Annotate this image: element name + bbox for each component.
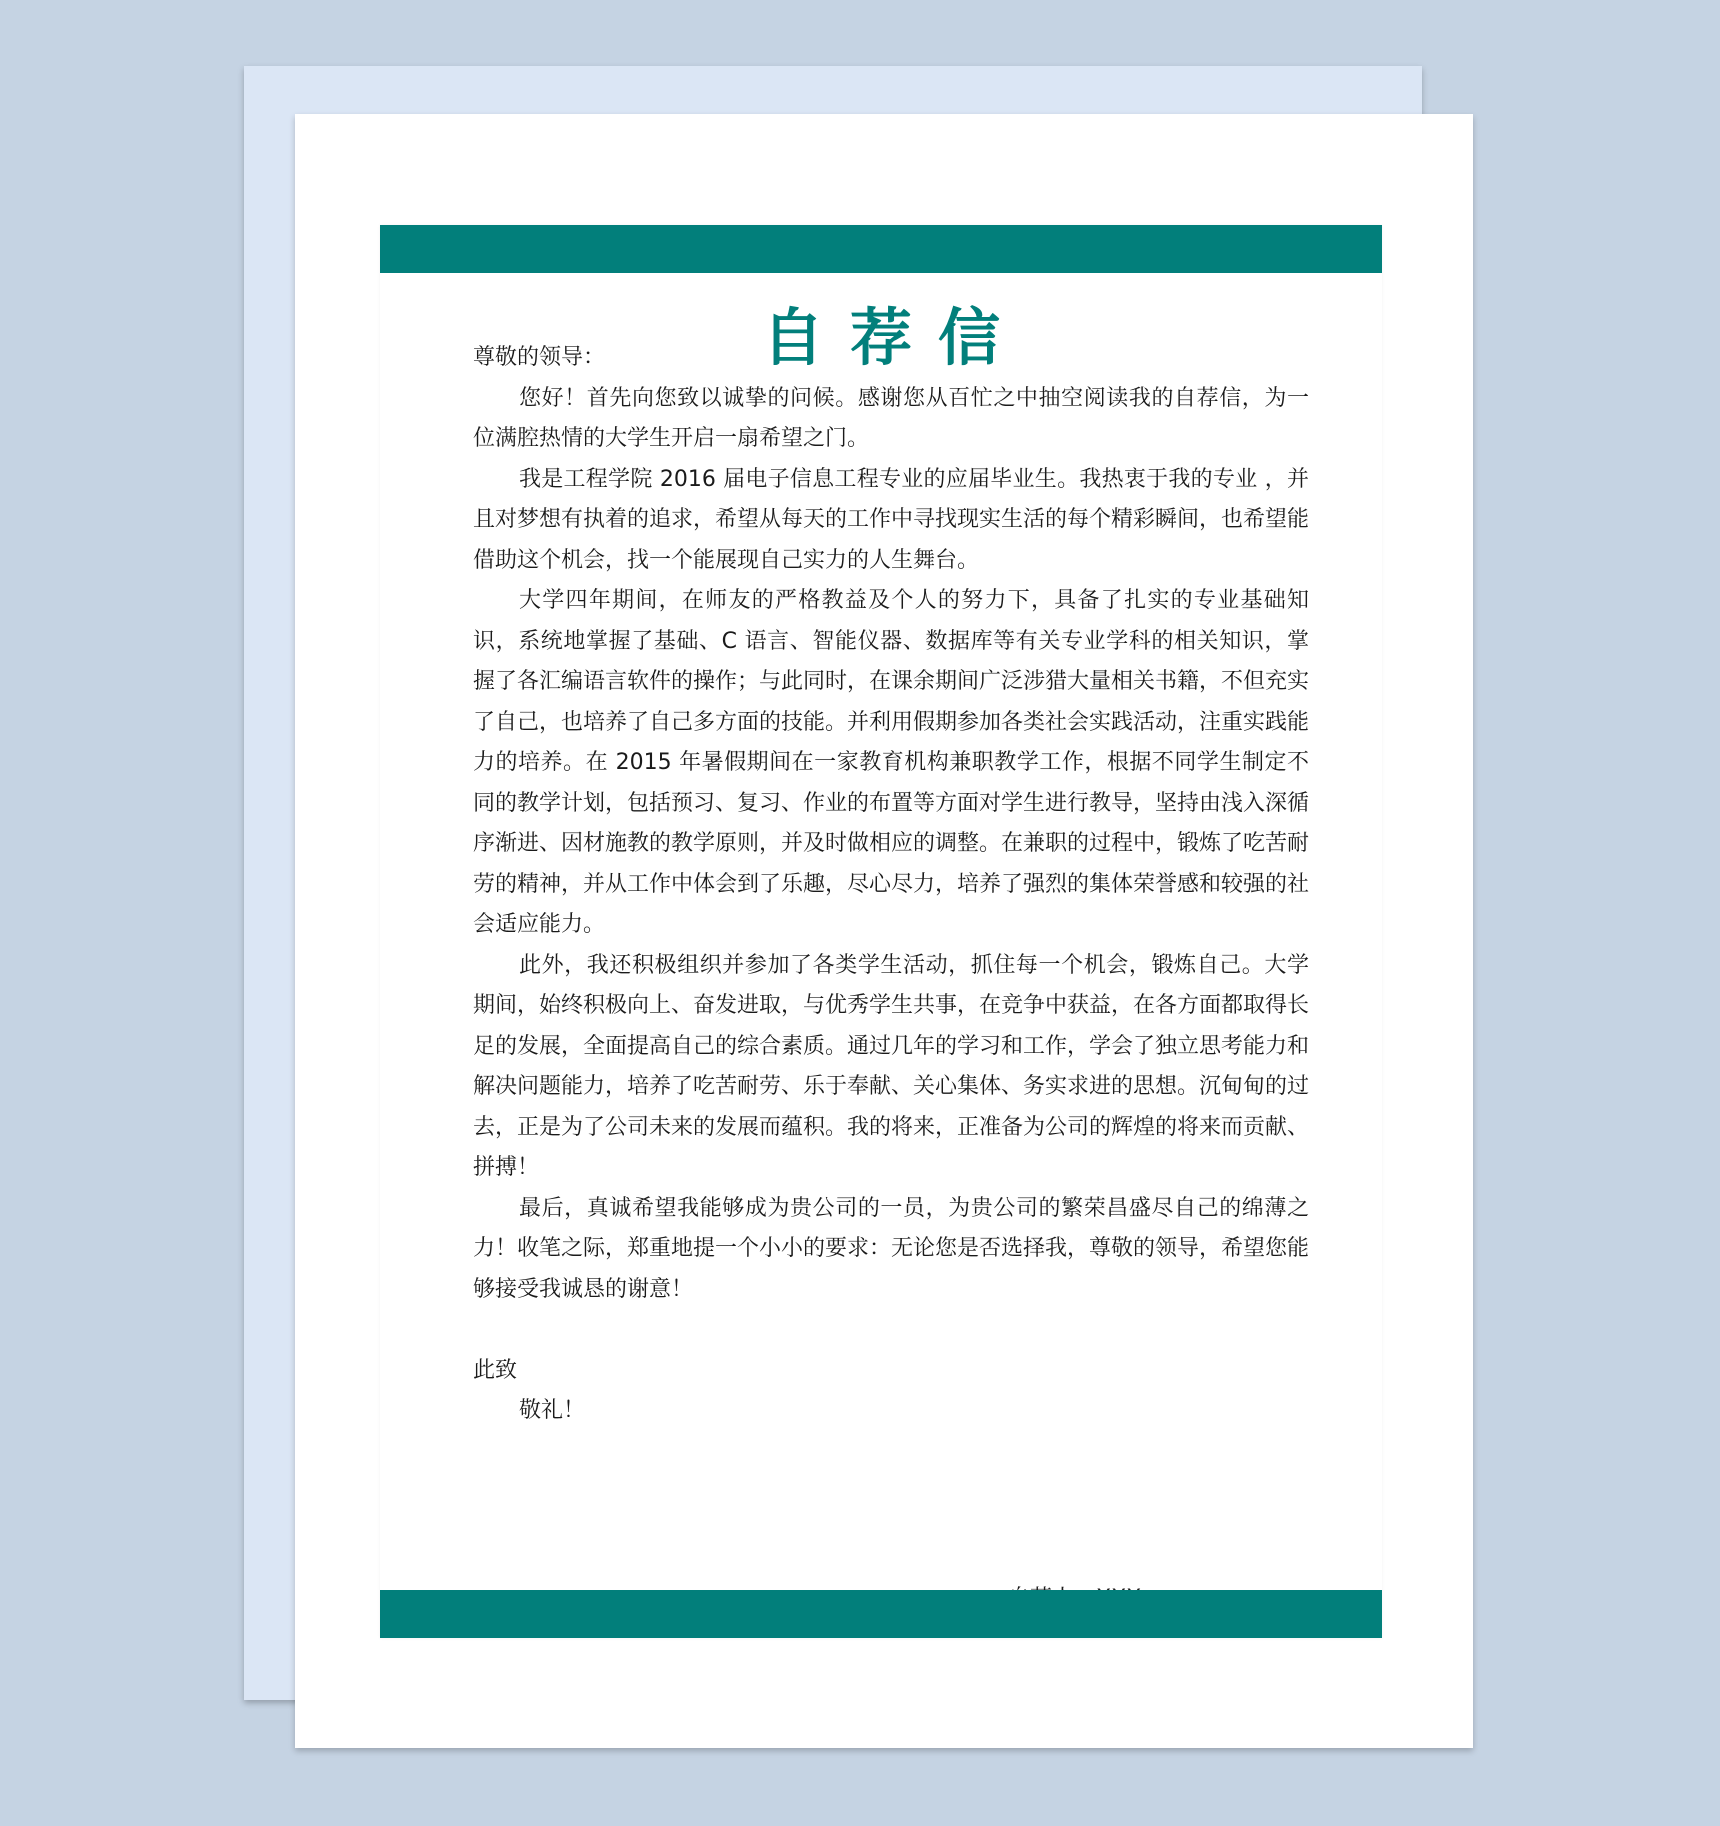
paragraph-3: 大学四年期间，在师友的严格教益及个人的努力下，具备了扎实的专业基础知识，系统地掌握了基础、C 语言、智能仪器、数据库等有关专业学科的相关知识，掌握了各汇编语言软件的操作；与此同时，在课余期间广泛涉猎大量相关书籍，不但充实了自己，也培养了自己多方面的技能。并利用假期参加各类社会实践活动，注重实践能力的培养。在 2015 年暑假期间在一家教育机构兼职教学工作，根据不同学生制定不同的教学计划，包括预习、复习、作业的布置等方面对学生进行教导，坚持由浅入深循序渐进、因材施教的教学原则，并及时做相应的调整。在兼职的过程中，锻炼了吃苦耐劳的精神，并从工作中体会到了乐趣，尽心尽力，培养了强烈的集体荣誉感和较强的社会适应能力。 xyxy=(473,588,1310,937)
document-page xyxy=(295,114,1473,1748)
paragraph-4: 此外，我还积极组织并参加了各类学生活动，抓住每一个机会，锻炼自己。大学期间，始终积极向上、奋发进取，与优秀学生共事，在竞争中获益，在各方面都取得长足的发展，全面提高自己的综合素质。通过几年的学习和工作，学会了独立思考能力和解决问题能力，培养了吃苦耐劳、乐于奉献、关心集体、务实求进的思想。沉甸甸的过去，正是为了公司未来的发展而蕴积。我的将来，正准备为公司的辉煌的将来而贡献、拼搏！ xyxy=(473,952,1310,1180)
paragraph-2: 我是工程学院 2016 届电子信息工程专业的应届毕业生。我热衷于我的专业 ，并且对梦想有执着的追求，希望从每天的工作中寻找现实生活的每个精彩瞬间，也希望能借助这个机会，找一个能展现自己实力的人生舞台。 xyxy=(473,466,1310,573)
paragraph-5: 最后，真诚希望我能够成为贵公司的一员，为贵公司的繁荣昌盛尽自己的绵薄之力！收笔之际，郑重地提一个小小的要求：无论您是否选择我，尊敬的领导，希望您能够接受我诚恳的谢意！ xyxy=(473,1195,1310,1302)
letter-frame xyxy=(380,225,1382,1638)
closing-regards: 敬礼！ xyxy=(519,1398,586,1423)
greeting: 尊敬的领导： xyxy=(473,345,606,370)
bottom-accent-bar xyxy=(380,1590,1382,1638)
closing-salutation: 此致 xyxy=(473,1357,518,1383)
letter-body xyxy=(473,338,1309,1432)
top-accent-bar xyxy=(380,225,1382,273)
letter-title: 自荐信 xyxy=(761,301,1026,374)
paragraph-1: 您好！首先向您致以诚挚的问候。感谢您从百忙之中抽空阅读我的自荐信，为一位满腔热情的大学生开启一扇希望之门。 xyxy=(473,385,1309,451)
spacer xyxy=(473,1310,1309,1351)
